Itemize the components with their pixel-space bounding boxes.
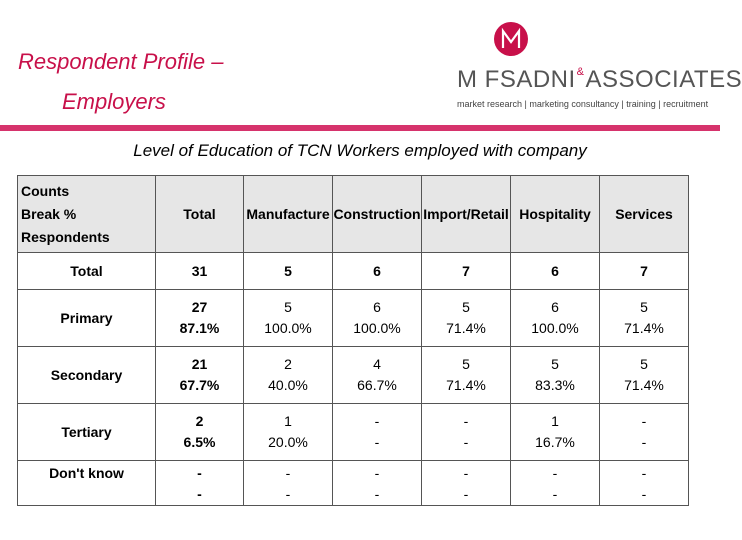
bottom-crop — [0, 522, 720, 540]
column-header-services: Services — [600, 176, 689, 253]
cell-count: 7 — [600, 253, 689, 290]
table-cell — [244, 404, 333, 461]
brand-left: M FSADNI — [457, 66, 576, 93]
table-cell — [600, 290, 689, 347]
cell-count: 4 — [373, 356, 381, 372]
table-cell — [511, 461, 600, 506]
table-cell — [333, 461, 422, 506]
cell-count: 5 — [640, 299, 648, 315]
row-label: Total — [18, 253, 156, 290]
cell-count: - — [641, 413, 647, 429]
brand-right: ASSOCIATES — [585, 66, 742, 93]
cell-count: 2 — [284, 356, 292, 372]
table-cell — [511, 290, 600, 347]
cell-count: 27 — [191, 299, 208, 315]
table-row-secondary — [18, 347, 689, 404]
table-cell — [422, 290, 511, 347]
cell-count: - — [197, 465, 202, 481]
cell-percent: 87.1% — [179, 320, 220, 336]
page-title-line2: Employers — [62, 89, 166, 114]
cell-count: 1 — [551, 413, 559, 429]
cell-count: 31 — [156, 253, 244, 290]
row-label: Don't know — [18, 461, 156, 506]
table-cell — [333, 404, 422, 461]
row-label: Secondary — [18, 347, 156, 404]
cell-count: - — [641, 465, 647, 481]
cell-percent: - — [374, 486, 380, 502]
cell-percent: - — [552, 486, 558, 502]
table-cell — [156, 347, 244, 404]
table-row-tertiary — [18, 404, 689, 461]
cell-percent: 71.4% — [446, 377, 486, 393]
cell-percent: - — [641, 486, 647, 502]
cell-count: 5 — [284, 299, 292, 315]
cell-count: - — [463, 413, 469, 429]
cell-count: 5 — [640, 356, 648, 372]
cell-percent: - — [197, 486, 202, 502]
company-tagline: market research | marketing consultancy | training | recruitment — [457, 99, 709, 109]
company-brand — [457, 66, 742, 94]
column-header-hospitality: Hospitality — [511, 176, 600, 253]
table-cell — [600, 461, 689, 506]
cell-percent: - — [374, 434, 380, 450]
cell-percent: 66.7% — [357, 377, 397, 393]
corner-line: Counts — [21, 182, 70, 199]
table-row-total — [18, 253, 689, 290]
cell-percent: 100.0% — [531, 320, 579, 336]
table-cell — [244, 290, 333, 347]
page-title-line1: Respondent Profile – — [18, 49, 224, 74]
cell-count: - — [463, 465, 469, 481]
cell-count: 6 — [333, 253, 422, 290]
table-cell — [511, 347, 600, 404]
cell-count: 5 — [244, 253, 333, 290]
corner-line: Respondents — [21, 228, 110, 245]
table-cell — [156, 290, 244, 347]
cell-count: 6 — [511, 253, 600, 290]
cell-count: 1 — [284, 413, 292, 429]
cell-percent: - — [641, 434, 647, 450]
table-row-primary — [18, 290, 689, 347]
cell-count: 21 — [191, 356, 208, 372]
cell-percent: 20.0% — [268, 434, 308, 450]
table-cell — [333, 347, 422, 404]
table-cell — [511, 404, 600, 461]
table-cell — [156, 404, 244, 461]
table-subtitle: Level of Education of TCN Workers employed with company — [133, 141, 587, 160]
cell-percent: 6.5% — [183, 434, 216, 450]
row-label: Tertiary — [18, 404, 156, 461]
corner-line: Break % — [21, 205, 77, 222]
header-divider — [0, 125, 720, 131]
column-header-total: Total — [156, 176, 244, 253]
cell-count: - — [374, 413, 380, 429]
cell-percent: 100.0% — [353, 320, 401, 336]
company-logo-icon — [494, 22, 528, 56]
cell-count: 5 — [462, 356, 470, 372]
cell-count: - — [552, 465, 558, 481]
table-cell — [244, 461, 333, 506]
table-cell — [422, 461, 511, 506]
table-cell — [422, 347, 511, 404]
table-row-dont-know — [18, 461, 689, 506]
header-corner — [18, 176, 156, 253]
cell-count: - — [285, 465, 291, 481]
cell-percent: 83.3% — [535, 377, 575, 393]
education-table — [17, 175, 689, 506]
column-header-construction: Construction — [333, 176, 422, 253]
cell-count: 6 — [551, 299, 559, 315]
cell-percent: 71.4% — [446, 320, 486, 336]
column-header-manufacture: Manufacture — [244, 176, 333, 253]
table-cell — [600, 404, 689, 461]
brand-amp: & — [576, 66, 585, 78]
table-cell — [156, 461, 244, 506]
cell-count: 5 — [462, 299, 470, 315]
cell-count: 2 — [195, 413, 204, 429]
table-cell — [333, 290, 422, 347]
table-header-row — [18, 176, 689, 253]
cell-count: - — [374, 465, 380, 481]
cell-percent: - — [463, 434, 469, 450]
cell-percent: 16.7% — [535, 434, 575, 450]
cell-percent: 71.4% — [624, 320, 664, 336]
cell-count: 5 — [551, 356, 559, 372]
table-cell — [244, 347, 333, 404]
cell-percent: 100.0% — [264, 320, 312, 336]
cell-percent: 40.0% — [268, 377, 308, 393]
table-cell — [600, 347, 689, 404]
cell-percent: - — [285, 486, 291, 502]
cell-count: 7 — [422, 253, 511, 290]
row-label: Primary — [18, 290, 156, 347]
cell-percent: - — [463, 486, 469, 502]
table-cell — [422, 404, 511, 461]
cell-percent: 67.7% — [179, 377, 220, 393]
cell-percent: 71.4% — [624, 377, 664, 393]
cell-count: 6 — [373, 299, 381, 315]
column-header-import-retail: Import/Retail — [422, 176, 511, 253]
